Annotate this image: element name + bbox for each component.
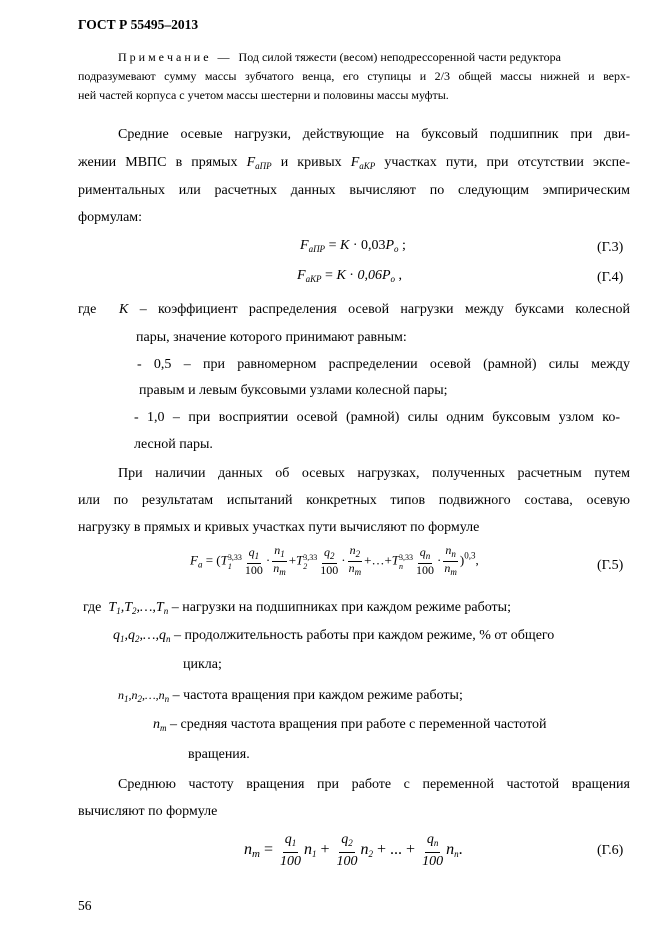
sym-F-apr: $F_{аПР}$ <box>246 155 272 171</box>
para3-line-1: Среднюю частоту вращения при работе с переменной частотой вращения <box>118 777 630 792</box>
bullet-1-line-1: - 0,5 – при равномерном распределении осевой (рамной) силы между <box>137 357 630 372</box>
note-text-1: Под силой тяжести (весом) неподрессоренной части редуктора <box>238 50 561 64</box>
equation-g4-label: (Г.4) <box>597 270 624 285</box>
note-lead: П р и м е ч а н и е <box>118 50 209 64</box>
equation-g5-label: (Г.5) <box>597 558 624 573</box>
equation-g3: $F_{аПР} = K \cdot 0,03P_o$ ; <box>300 238 406 254</box>
equation-g3-label: (Г.3) <box>597 240 624 255</box>
note-line-1 <box>78 48 630 67</box>
para2-line-1: При наличии данных об осевых нагрузках, полученных расчетным путем <box>118 466 630 481</box>
bullet-2-line-1: - 1,0 – при восприятии осевой (рамной) силы одним буксовым узлом ко- <box>134 410 620 425</box>
equation-g6-label: (Г.6) <box>597 843 624 858</box>
para1-line-1: Средние осевые нагрузки, действующие на буксовый подшипник при дви- <box>118 127 630 142</box>
where-nm-line-2: вращения. <box>188 747 250 762</box>
where-t-line: где $T_1,T_2,\dots,T_n$ – нагрузки на подшипниках при каждом режиме работы; <box>83 600 511 616</box>
equation-g6: $n_m$ = $\frac{q_1}{100}$ $n_1$ + $\frac{q_2}{100}$ $n_2$ + ... + $\frac{q_n}{100}$ $n_n$. <box>244 832 463 869</box>
note-line-2: подразумевают сумму массы зубчатого венца, его ступицы и 2/3 общей массы нижней и верх- <box>78 69 630 83</box>
where-q-line: $q_1,q_2,\dots,q_n$ – продолжительность работы при каждом режиме, % от общего <box>113 628 555 644</box>
bullet-1-line-2: правым и левым буксовыми узлами колесной пары; <box>139 383 448 398</box>
para1-line-2 <box>78 150 630 180</box>
para1-l2b: и кривых <box>280 155 342 170</box>
equation-g5: $F_a = (T$ 3,33 1 $\frac{q_1}{100}$ · $\frac{n_1}{n_m}$ +T 3,33 2 $\frac{q_2}{100}$ · $\frac{n_2}{n_m}$ +…+T 3,33 n $\frac{q_n}{100}$ · $\frac{n_n}{n_m}$ )$^{0,3}$, <box>190 543 479 577</box>
note-line-3: ней частей корпуса с учетом массы шестерни и половины массы муфты. <box>78 88 449 102</box>
para2-line-2: или по результатам испытаний конкретных типов подвижного состава, осевую <box>78 493 630 508</box>
bullet-2-line-2: лесной пары. <box>134 437 213 452</box>
para2-line-3: нагрузку в прямых и кривых участках пути вычисляют по формуле <box>78 520 480 535</box>
where-k-line-1: где K – коэффициент распределения осевой нагрузки между буксами колесной <box>78 302 631 317</box>
para1-l2c: участках пути, при отсутствии экспе- <box>384 155 631 170</box>
para3-line-2: вычисляют по формуле <box>78 804 218 819</box>
para1-line-4: формулам: <box>78 210 143 225</box>
where-q-line-2: цикла; <box>183 657 222 672</box>
where-n-line: $n_1,n_2,\dots,n_n$ – частота вращения при каждом режиме работы; <box>118 688 463 704</box>
note-dash: — <box>217 50 230 64</box>
para1-l2a: жении МВПС в прямых <box>78 155 238 170</box>
page-number: 56 <box>78 898 92 913</box>
where-nm-line: $n_m$ – средняя частота вращения при работе с переменной частотой <box>153 717 547 733</box>
para1-line-3: риментальных или расчетных данных вычисляют по следующим эмпирическим <box>78 183 630 198</box>
equation-g4: $F_{аКР} = K \cdot 0,06P_o$ , <box>297 268 403 284</box>
document-header: ГОСТ Р 55495–2013 <box>78 17 199 32</box>
sym-F-akr: $F_{аКР}$ <box>350 155 376 171</box>
where-k-line-2: пары, значение которого принимают равным: <box>136 330 407 345</box>
